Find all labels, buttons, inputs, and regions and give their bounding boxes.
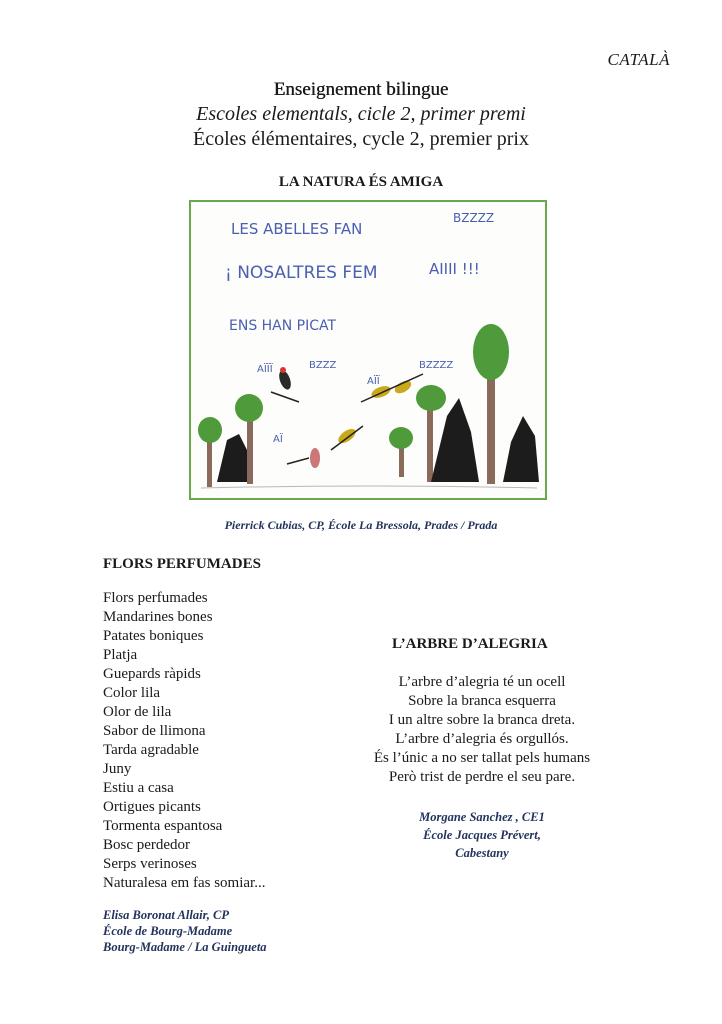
poem-line: Color lila (103, 685, 161, 701)
tree-icon (389, 427, 413, 477)
poem-line: L’arbre d’alegria és orgullós. (395, 731, 569, 747)
child-drawing (189, 200, 547, 500)
mountain-icon (431, 398, 479, 482)
poem-two-title: FLORS PERFUMADES (103, 556, 261, 572)
drawing-line-5: ENS HAN PICAT (229, 318, 337, 334)
drawing-bee-sound-3: AÏÏ (367, 376, 380, 387)
drawing-line-1: LES ABELLES FAN (231, 220, 363, 238)
poem-line: Juny (103, 761, 132, 777)
drawing-line-3: ¡ NOSALTRES FEM (225, 263, 378, 283)
tree-icon (473, 324, 509, 484)
poem-two-author (103, 907, 267, 955)
poem-line: Sobre la branca esquerra (408, 693, 556, 709)
poem-three-author (332, 808, 632, 862)
subtitle-french: Écoles élémentaires, cycle 2, premier prix (193, 128, 529, 150)
author-line: Bourg-Madame / La Guingueta (103, 940, 267, 954)
author-line: École Jacques Prévert, (423, 828, 541, 842)
page-title: Enseignement bilingue (273, 79, 449, 100)
drawing-bee-sound-5: AÏ (273, 434, 283, 445)
subtitle-catalan: Escoles elementals, cicle 2, primer premi (196, 103, 526, 125)
drawing-line-4: AIIII !!! (429, 260, 480, 278)
poem-line: Estiu a casa (103, 780, 174, 796)
poem-line: Flors perfumades (103, 590, 208, 606)
bee-icon (287, 448, 320, 468)
poem-two-lines (103, 589, 265, 893)
poem-line: Tormenta espantosa (103, 818, 223, 834)
poem-line: I un altre sobre la branca dreta. (388, 712, 576, 728)
drawing-bee-sound-1: AÏÏÏ (257, 364, 273, 375)
poem-line: És l’únic a no ser tallat pels humans (373, 750, 591, 766)
drawing-canvas (191, 202, 545, 498)
mountain-icon (217, 434, 251, 482)
drawing-bee-sound-2: BZZZ (309, 360, 337, 371)
poem-line: Bosc perdedor (103, 837, 191, 853)
mountain-icon (503, 416, 539, 482)
poem-line: Sabor de llimona (103, 723, 206, 739)
bee-icon (271, 367, 299, 402)
poem-one-title: LA NATURA ÉS AMIGA (278, 174, 444, 190)
poem-three-title: L’ARBRE D’ALEGRIA (392, 636, 548, 652)
poem-line: Serps verinoses (103, 856, 197, 872)
language-label: CATALÀ (607, 50, 670, 69)
poem-line: Mandarines bones (103, 609, 213, 625)
bee-icon (331, 426, 363, 450)
author-line: Cabestany (455, 846, 509, 860)
author-line: Elisa Boronat Allair, CP (103, 908, 229, 922)
poem-line: L’arbre d’alegria té un ocell (398, 674, 566, 690)
poem-line: Però trist de perdre el seu pare. (388, 769, 576, 785)
poem-three-lines (332, 673, 632, 787)
poem-line: Tarda agradable (103, 742, 199, 758)
drawing-line-2: BZZZZ (453, 211, 495, 225)
poem-one-caption: Pierrick Cubias, CP, École La Bressola, Prades / Prada (224, 518, 498, 532)
author-line: Morgane Sanchez , CE1 (419, 810, 545, 824)
poem-line: Guepards ràpids (103, 666, 201, 682)
poem-line: Ortigues picants (103, 799, 201, 815)
poem-line: Olor de lila (103, 704, 172, 720)
page-header (0, 78, 722, 152)
poem-line: Naturalesa em fas somiar... (103, 875, 266, 891)
drawing-bee-sound-4: BZZZZ (419, 360, 454, 371)
poem-line: Platja (103, 647, 138, 663)
author-line: École de Bourg-Madame (103, 924, 233, 938)
poem-line: Patates boniques (103, 628, 204, 644)
